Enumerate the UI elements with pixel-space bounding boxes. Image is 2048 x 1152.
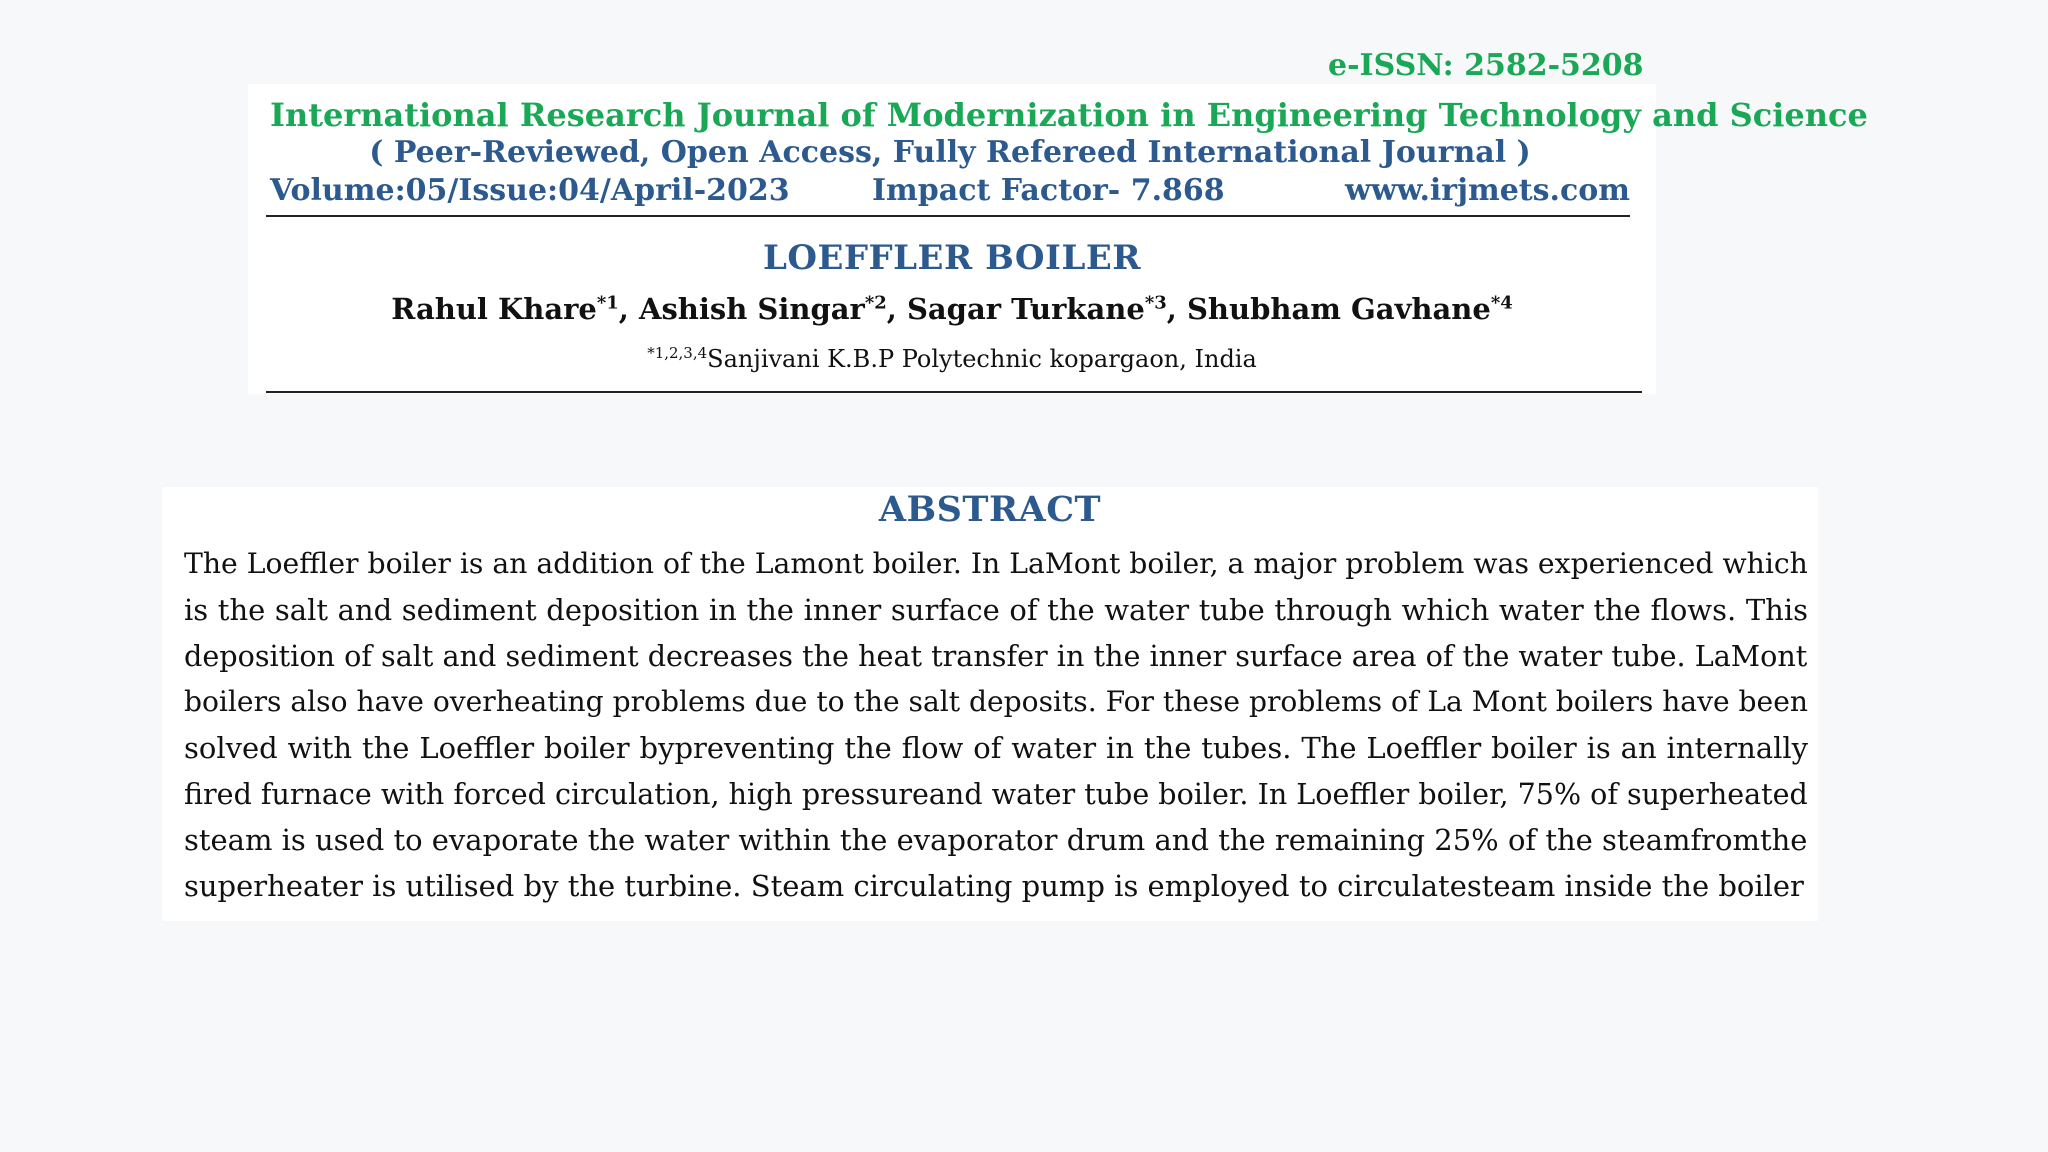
abstract-line: fired furnace with forced circulation, high pressureand water tube boiler. In Loeffler boiler, 75% of superheated xyxy=(184,777,1808,811)
impact-factor: Impact Factor- 7.868 xyxy=(872,173,1225,208)
abstract-body xyxy=(184,541,1808,909)
author-mark: *2 xyxy=(864,292,887,314)
abstract-section xyxy=(162,487,1818,921)
abstract-line: The Loeffler boiler is an addition of the Lamont boiler. In LaMont boiler, a major problem was experienced which xyxy=(184,547,1808,580)
abstract-line: solved with the Loeffler boiler bypreventing the flow of water in the tubes. The Loeffler boiler is an internally xyxy=(184,731,1809,765)
author-list xyxy=(248,289,1656,329)
journal-title: International Research Journal of Modernization in Engineering Technology and Science xyxy=(270,96,1868,134)
volume-issue: Volume:05/Issue:04/April-2023 xyxy=(270,173,790,208)
journal-website: www.irjmets.com xyxy=(1345,173,1630,208)
author-mark: *1 xyxy=(596,292,619,314)
author-separator: , xyxy=(618,292,639,326)
author-name: Rahul Khare xyxy=(391,292,597,326)
author-mark: *3 xyxy=(1144,292,1167,314)
author-separator: , xyxy=(1166,292,1187,326)
author-name: Sagar Turkane xyxy=(906,292,1145,326)
affiliation-text: Sanjivani K.B.P Polytechnic kopargaon, India xyxy=(707,345,1257,373)
paper-title: LOEFFLER BOILER xyxy=(762,238,1142,278)
author-separator: , xyxy=(886,292,907,326)
author-mark: *4 xyxy=(1490,292,1513,314)
journal-info-row xyxy=(270,173,1630,211)
title-divider xyxy=(266,391,1642,393)
header-divider xyxy=(266,215,1630,217)
journal-subtitle: ( Peer-Reviewed, Open Access, Fully Refereed International Journal ) xyxy=(369,135,1531,170)
journal-header xyxy=(248,48,1868,394)
issn-label: e-ISSN: 2582-5208 xyxy=(1328,48,1644,83)
abstract-line: steam is used to evaporate the water within the evaporator drum and the remaining 25% of the steamfromthe xyxy=(184,823,1808,857)
abstract-line: deposition of salt and sediment decreases the heat transfer in the inner surface area of the water tube. LaMont xyxy=(184,639,1808,673)
abstract-heading: ABSTRACT xyxy=(878,489,1102,530)
affiliation xyxy=(248,342,1656,376)
author-name: Ashish Singar xyxy=(638,292,865,326)
affiliation-marks: *1,2,3,4 xyxy=(647,344,708,362)
abstract-line: is the salt and sediment deposition in the inner surface of the water tube through which water the flows. This xyxy=(184,593,1809,627)
author-name: Shubham Gavhane xyxy=(1186,292,1491,326)
abstract-line: boilers also have overheating problems due to the salt deposits. For these problems of La Mont boilers have been xyxy=(184,685,1808,718)
abstract-line: superheater is utilised by the turbine. Steam circulating pump is employed to circulatesteam inside the boiler xyxy=(184,869,1804,903)
